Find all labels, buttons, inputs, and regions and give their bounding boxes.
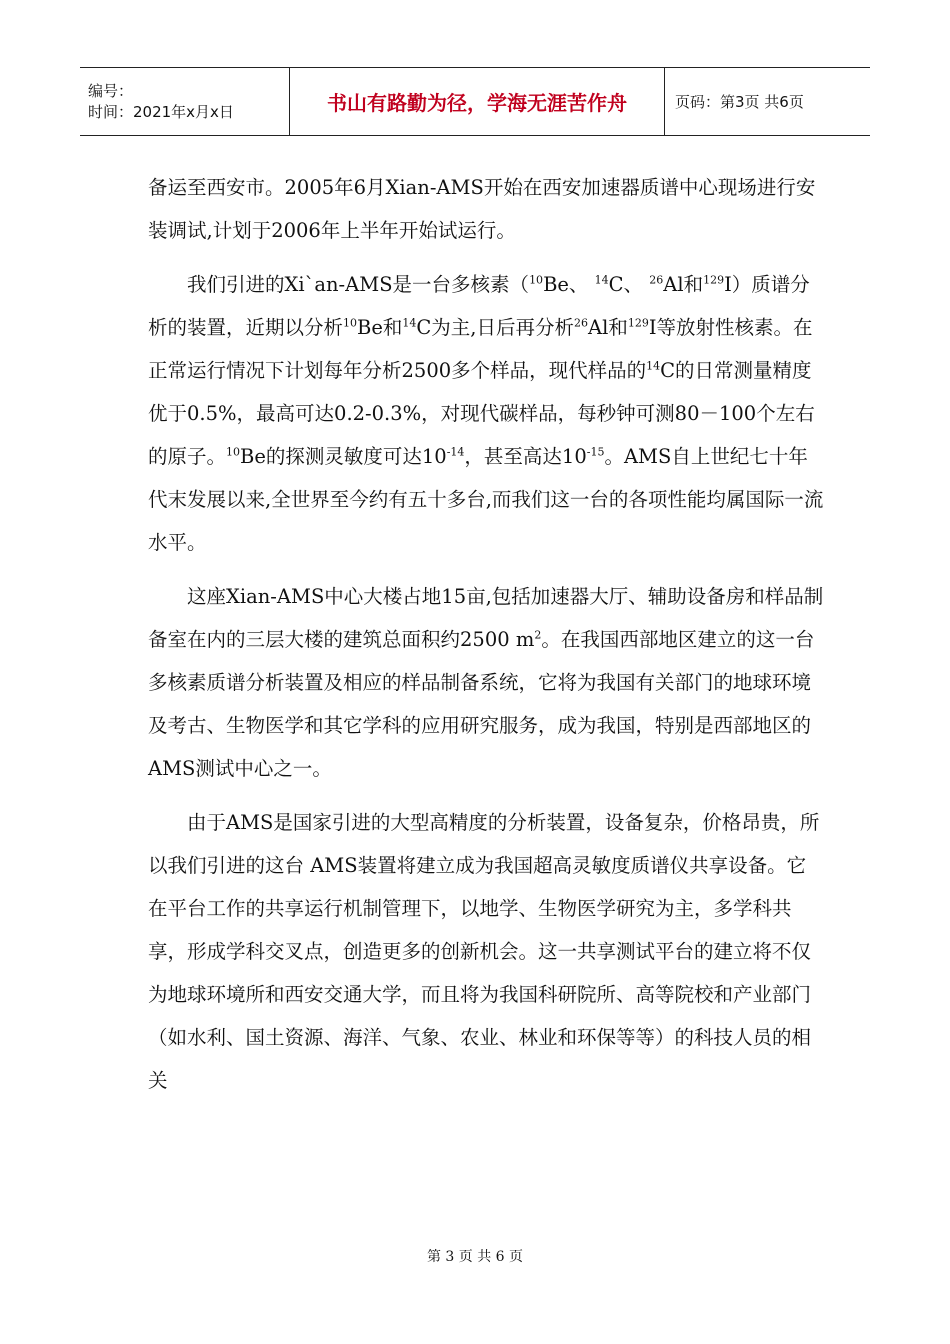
paragraph-1: 备运至西安市。2005年6月Xian-AMS开始在西安加速器质谱中心现场进行安装调试,计划于2006年上半年开始试运行。 — [148, 176, 816, 242]
header-meta — [80, 68, 290, 136]
paragraph-2: 我们引进的Xi`an-AMS是一台多核素（$^{10}$Be、 $^{14}$C、 $^{26}$Al和$^{129}$I）质谱分析的装置，近期以分析$^{10}$Be和$^{14}$C为主,日后再分析$^{26}$Al和$^{129}$I等放射性核素。在正常运行情况下计划每年分析2500多个样品，现代样品的$^{14}$C的日常测量精度优于0.5%，最高可达0.2-0.3%，对现代碳样品，每秒钟可测80－100个左右的原子。$^{10}$Be的探测灵敏度可达$10^{-14}$，甚至高达$10^{-15}$。AMS自上世纪七十年代末发展以来,全世界至今约有五十多台,而我们这一台的各项性能均属国际一流水平。 — [148, 273, 824, 554]
document-number-label: 编号： — [88, 81, 134, 100]
paragraph-4: 由于AMS是国家引进的大型高精度的分析装置，设备复杂，价格昂贵，所以我们引进的这台 AMS装置将建立成为我国超高灵敏度质谱仪共享设备。它在平台工作的共享运行机制管理下，以地学、生物医学研究为主，多学科共享，形成学科交叉点，创造更多的创新机会。这一共享测试平台的建立将不仅为地球环境所和西安交通大学，而且将为我国科研院所、高等院校和产业部门（如水利、国土资源、海洋、气象、农业、林业和环保等等）的科技人员的相关 — [148, 811, 820, 1092]
document-header — [80, 67, 870, 136]
header-page-info: 页码：第3页 共6页 — [665, 68, 871, 136]
paragraph-3: 这座Xian-AMS中心大楼占地15亩,包括加速器大厅、辅助设备房和样品制备室在内的三层大楼的建筑总面积约2500 $m^2$。在我国西部地区建立的这一台多核素质谱分析装置及相应的样品制备系统，它将为我国有关部门的地球环境及考古、生物医学和其它学科的应用研究服务，成为我国，特别是西部地区的AMS测试中心之一。 — [148, 585, 824, 780]
page-footer: 第 3 页 共 6 页 — [426, 1249, 524, 1265]
document-time-label: 时间：2021年x月x日 — [88, 102, 234, 121]
document-body — [148, 166, 824, 1113]
header-motto: 书山有路勤为径，学海无涯苦作舟 — [290, 68, 665, 136]
